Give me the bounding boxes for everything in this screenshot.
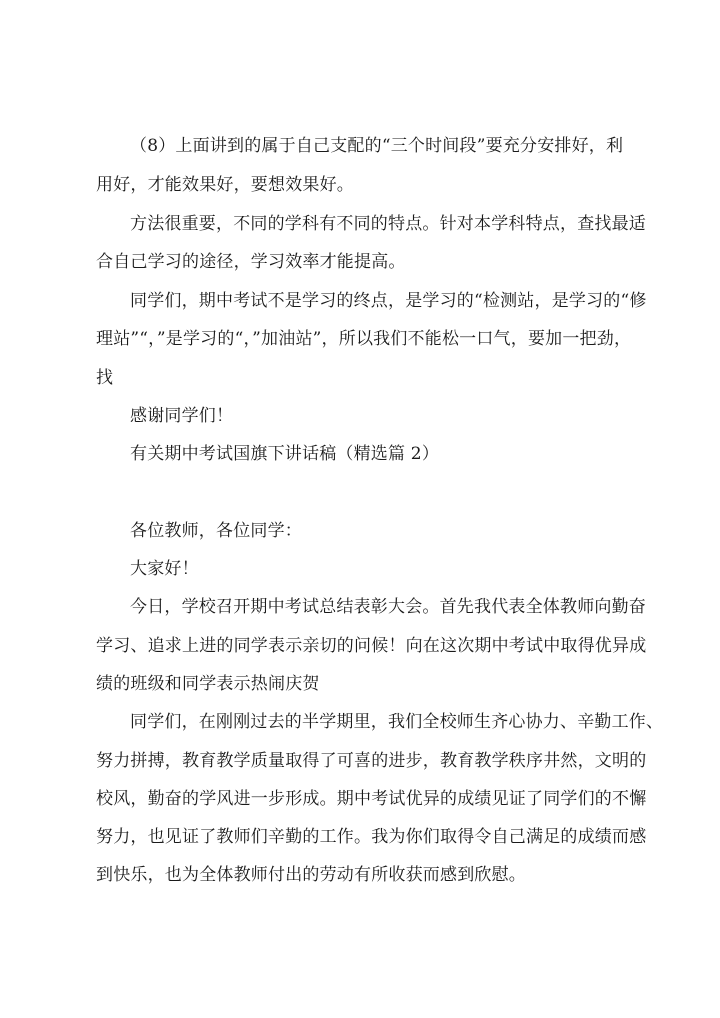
students-paragraph-line-3: 找 bbox=[96, 368, 114, 388]
semester-paragraph-line-5: 到快乐，也为全体教师付出的劳动有所收获而感到欣慰。 bbox=[96, 865, 526, 885]
salutation: 各位教师，各位同学： bbox=[130, 521, 302, 541]
semester-paragraph-line-2: 努力拼搏，教育教学质量取得了可喜的进步，教育教学秩序井然，文明的 bbox=[96, 751, 647, 771]
today-paragraph-line-3: 绩的班级和同学表示热闹庆贺 bbox=[96, 674, 320, 694]
students-paragraph-line-1: 同学们，期中考试不是学习的终点，是学习的“检测站，是学习的“修 bbox=[130, 291, 647, 311]
semester-paragraph-line-1: 同学们，在刚刚过去的半学期里，我们全校师生齐心协力、辛勤工作、 bbox=[130, 712, 664, 732]
paragraph-8-line-2: 用好，才能效果好，要想效果好。 bbox=[96, 175, 354, 195]
today-paragraph-line-2: 学习、追求上进的同学表示亲切的问候！向在这次期中考试中取得优异成 bbox=[96, 636, 647, 656]
semester-paragraph-line-4: 努力，也见证了教师们辛勤的工作。我为你们取得令自己满足的成绩而感 bbox=[96, 827, 647, 847]
today-paragraph-line-1: 今日，学校召开期中考试总结表彰大会。首先我代表全体教师向勤奋 bbox=[130, 597, 646, 617]
method-paragraph-line-1: 方法很重要，不同的学科有不同的特点。针对本学科特点，查找最适 bbox=[130, 214, 646, 234]
section-title: 有关期中考试国旗下讲话稿（精选篇 2） bbox=[130, 444, 440, 464]
greeting: 大家好！ bbox=[130, 559, 199, 579]
method-paragraph-line-2: 合自己学习的途径，学习效率才能提高。 bbox=[96, 252, 406, 272]
thanks-line: 感谢同学们！ bbox=[130, 406, 234, 426]
semester-paragraph-line-3: 校风，勤奋的学风进一步形成。期中考试优异的成绩见证了同学们的不懈 bbox=[96, 789, 647, 809]
paragraph-8-line-1: （8）上面讲到的属于自己支配的“三个时间段”要充分安排好，利 bbox=[130, 136, 624, 156]
students-paragraph-line-2: 理站”“，”是学习的“，”加油站”，所以我们不能松一口气，要加一把劲， bbox=[96, 329, 632, 349]
